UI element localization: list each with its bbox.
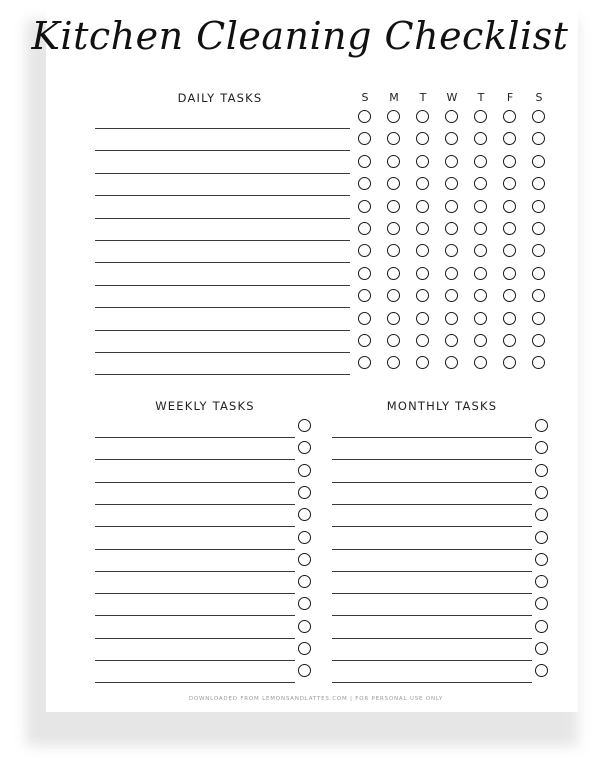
daily-checkbox[interactable] xyxy=(358,312,371,325)
daily-checkbox[interactable] xyxy=(445,110,458,123)
daily-checkbox[interactable] xyxy=(387,222,400,235)
monthly-task-line[interactable] xyxy=(332,660,532,661)
weekday-label: W xyxy=(446,91,458,104)
daily-checkbox[interactable] xyxy=(387,155,400,168)
weekly-task-line[interactable] xyxy=(95,526,295,527)
daily-checkbox[interactable] xyxy=(503,267,516,280)
daily-checkbox[interactable] xyxy=(474,200,487,213)
weekly-task-line[interactable] xyxy=(95,615,295,616)
monthly-checkbox[interactable] xyxy=(535,620,548,633)
daily-checkbox[interactable] xyxy=(387,334,400,347)
daily-checkbox[interactable] xyxy=(532,110,545,123)
daily-checkbox[interactable] xyxy=(503,155,516,168)
daily-task-line[interactable] xyxy=(95,150,350,151)
monthly-task-line[interactable] xyxy=(332,682,532,683)
weekday-label: F xyxy=(506,91,514,104)
weekly-checkbox[interactable] xyxy=(298,419,311,432)
daily-checkbox[interactable] xyxy=(416,222,429,235)
weekly-task-line[interactable] xyxy=(95,682,295,683)
checklist-page xyxy=(46,0,578,712)
weekday-label: T xyxy=(477,91,485,104)
daily-checkbox[interactable] xyxy=(387,267,400,280)
daily-checkbox[interactable] xyxy=(445,312,458,325)
daily-checkbox[interactable] xyxy=(474,222,487,235)
monthly-task-line[interactable] xyxy=(332,593,532,594)
daily-checkbox[interactable] xyxy=(503,312,516,325)
monthly-task-line[interactable] xyxy=(332,638,532,639)
daily-checkbox[interactable] xyxy=(445,267,458,280)
daily-checkbox[interactable] xyxy=(387,200,400,213)
daily-checkbox[interactable] xyxy=(532,222,545,235)
monthly-task-line[interactable] xyxy=(332,526,532,527)
daily-checkbox[interactable] xyxy=(445,222,458,235)
weekly-checkbox[interactable] xyxy=(298,575,311,588)
daily-checkbox[interactable] xyxy=(503,110,516,123)
monthly-checkbox[interactable] xyxy=(535,419,548,432)
monthly-task-line[interactable] xyxy=(332,549,532,550)
daily-checkbox[interactable] xyxy=(358,222,371,235)
monthly-task-line[interactable] xyxy=(332,459,532,460)
weekly-task-line[interactable] xyxy=(95,504,295,505)
daily-checkbox[interactable] xyxy=(358,200,371,213)
monthly-task-line[interactable] xyxy=(332,437,532,438)
weekly-task-line[interactable] xyxy=(95,593,295,594)
daily-checkbox[interactable] xyxy=(358,110,371,123)
weekly-tasks-heading: WEEKLY TASKS xyxy=(155,399,255,413)
weekly-task-line[interactable] xyxy=(95,482,295,483)
weekly-checkbox[interactable] xyxy=(298,620,311,633)
monthly-checkbox[interactable] xyxy=(535,553,548,566)
daily-task-line[interactable] xyxy=(95,352,350,353)
monthly-task-line[interactable] xyxy=(332,615,532,616)
daily-task-line[interactable] xyxy=(95,285,350,286)
weekly-task-line[interactable] xyxy=(95,437,295,438)
weekly-checkbox[interactable] xyxy=(298,531,311,544)
weekday-label: M xyxy=(389,91,399,104)
monthly-checkbox[interactable] xyxy=(535,486,548,499)
daily-checkbox[interactable] xyxy=(474,110,487,123)
monthly-checkbox[interactable] xyxy=(535,575,548,588)
daily-checkbox[interactable] xyxy=(387,110,400,123)
weekday-label: S xyxy=(535,91,543,104)
daily-checkbox[interactable] xyxy=(503,334,516,347)
daily-task-line[interactable] xyxy=(95,173,350,174)
weekly-task-line[interactable] xyxy=(95,638,295,639)
daily-checkbox[interactable] xyxy=(416,200,429,213)
daily-task-line[interactable] xyxy=(95,262,350,263)
daily-task-line[interactable] xyxy=(95,195,350,196)
daily-checkbox[interactable] xyxy=(445,155,458,168)
daily-task-line[interactable] xyxy=(95,374,350,375)
daily-checkbox[interactable] xyxy=(445,334,458,347)
monthly-checkbox[interactable] xyxy=(535,642,548,655)
daily-checkbox[interactable] xyxy=(532,312,545,325)
monthly-task-line[interactable] xyxy=(332,504,532,505)
daily-checkbox[interactable] xyxy=(503,222,516,235)
weekday-label: T xyxy=(419,91,427,104)
weekly-checkbox[interactable] xyxy=(298,464,311,477)
daily-checkbox[interactable] xyxy=(532,334,545,347)
footer-note: DOWNLOADED FROM LEMONSANDLATTES.COM | FOR PERSONAL USE ONLY xyxy=(188,696,444,702)
daily-task-line[interactable] xyxy=(95,307,350,308)
daily-checkbox[interactable] xyxy=(532,267,545,280)
daily-checkbox[interactable] xyxy=(416,334,429,347)
daily-tasks-heading: DAILY TASKS xyxy=(177,91,263,105)
daily-checkbox[interactable] xyxy=(416,110,429,123)
weekly-task-line[interactable] xyxy=(95,549,295,550)
daily-task-line[interactable] xyxy=(95,240,350,241)
weekly-checkbox[interactable] xyxy=(298,553,311,566)
daily-checkbox[interactable] xyxy=(416,312,429,325)
daily-checkbox[interactable] xyxy=(358,334,371,347)
daily-checkbox[interactable] xyxy=(532,155,545,168)
daily-checkbox[interactable] xyxy=(387,312,400,325)
weekly-checkbox[interactable] xyxy=(298,642,311,655)
monthly-task-line[interactable] xyxy=(332,571,532,572)
weekly-checkbox[interactable] xyxy=(298,486,311,499)
daily-checkbox[interactable] xyxy=(474,334,487,347)
daily-task-line[interactable] xyxy=(95,128,350,129)
monthly-task-line[interactable] xyxy=(332,482,532,483)
monthly-checkbox[interactable] xyxy=(535,531,548,544)
daily-checkbox[interactable] xyxy=(358,267,371,280)
weekly-task-line[interactable] xyxy=(95,459,295,460)
daily-checkbox[interactable] xyxy=(532,200,545,213)
page-title: Kitchen Cleaning Checklist xyxy=(31,14,569,58)
weekly-task-line[interactable] xyxy=(95,660,295,661)
daily-checkbox[interactable] xyxy=(445,200,458,213)
daily-checkbox[interactable] xyxy=(416,267,429,280)
daily-task-line[interactable] xyxy=(95,218,350,219)
monthly-checkbox[interactable] xyxy=(535,464,548,477)
daily-checkbox[interactable] xyxy=(474,312,487,325)
daily-checkbox[interactable] xyxy=(474,155,487,168)
daily-task-line[interactable] xyxy=(95,330,350,331)
daily-checkbox[interactable] xyxy=(474,267,487,280)
daily-checkbox[interactable] xyxy=(503,200,516,213)
weekday-label: S xyxy=(361,91,369,104)
weekly-task-line[interactable] xyxy=(95,571,295,572)
daily-checkbox[interactable] xyxy=(416,155,429,168)
monthly-tasks-heading: MONTHLY TASKS xyxy=(386,399,498,413)
daily-checkbox[interactable] xyxy=(358,155,371,168)
